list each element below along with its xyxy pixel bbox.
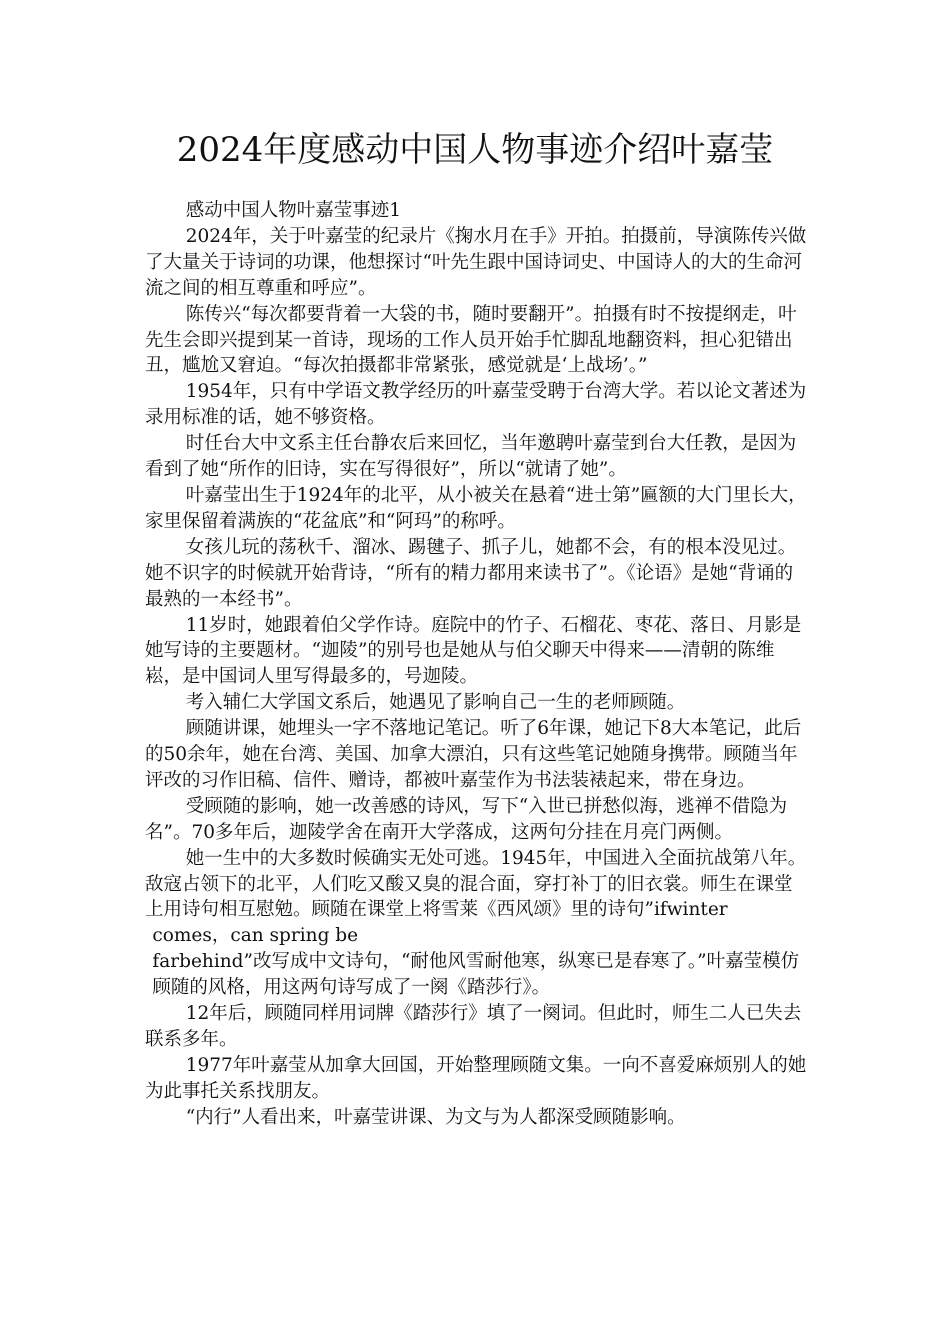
document-body: [145, 198, 810, 1131]
paragraph: “内行”人看出来，叶嘉莹讲课、为文与为人都深受顾随影响。: [185, 1106, 686, 1128]
paragraph-continuation: comes，can spring be: [152, 925, 359, 947]
paragraph: 考入辅仁大学国文系后，她遇见了影响自己一生的老师顾随。: [185, 692, 686, 714]
paragraph: 受顾随的影响，她一改善感的诗风，写下“入世已拼愁似海，逃禅不借隐为名”。70多年后，迦陵学舍在南开大学落成，这两句分挂在月亮门两侧。: [145, 795, 788, 843]
paragraph: 女孩儿玩的荡秋千、溜冰、踢毽子、抓子儿，她都不会，有的根本没见过。她不识字的时候就开始背诗，“所有的精力都用来读书了”。《论语》是她“背诵的最熟的一本经书”。: [145, 536, 797, 610]
paragraph: 她一生中的大多数时候确实无处可逃。1945年，中国进入全面抗战第八年。敌寇占领下的北平，人们吃又酸又臭的混合面，穿打补丁的旧衣裳。师生在课堂上用诗句相互慰勉。顾随在课堂上将雪莱《西风颂》里的诗句”ifwinter: [145, 847, 807, 921]
paragraph: 1977年叶嘉莹从加拿大回国，开始整理顾随文集。一向不喜爱麻烦别人的她为此事托关系找朋友。: [145, 1054, 807, 1102]
paragraph: 1954年，只有中学语文教学经历的叶嘉莹受聘于台湾大学。若以论文著述为录用标准的话，她不够资格。: [145, 381, 807, 429]
paragraph-continuation: farbehind”改写成中文诗句，“耐他风雪耐他寒，纵寒已是春寒了。”叶嘉莹模仿顾随的风格，用这两句诗写成了一阕《踏莎行》。: [152, 951, 800, 999]
paragraph: 顾随讲课，她埋头一字不落地记笔记。听了6年课，她记下8大本笔记，此后的50余年，她在台湾、美国、加拿大漂泊，只有这些笔记她随身携带。顾随当年评改的习作旧稿、信件、赠诗，都被叶嘉莹作为书法装裱起来，带在身边。: [145, 718, 802, 791]
paragraph: 2024年，关于叶嘉莹的纪录片《掬水月在手》开拍。拍摄前，导演陈传兴做了大量关于诗词的功课，他想探讨“叶先生跟中国诗词史、中国诗人的大的生命河流之间的相互尊重和呼应”。: [145, 225, 807, 299]
document-title: 2024年度感动中国人物事迹介绍叶嘉莹: [176, 130, 774, 170]
paragraph: 叶嘉莹出生于1924年的北平，从小被关在悬着“进士第”匾额的大门里长大，家里保留着满族的“花盆底”和“阿玛”的称呼。: [145, 484, 807, 532]
paragraph: 12年后，顾随同样用词牌《踏莎行》填了一阕词。但此时，师生二人已失去联系多年。: [145, 1003, 802, 1050]
paragraph: 时任台大中文系主任台静农后来回忆，当年邀聘叶嘉莹到台大任教，是因为看到了她“所作的旧诗，实在写得很好”，所以“就请了她”。: [145, 433, 797, 481]
section-heading: 感动中国人物叶嘉莹事迹1: [185, 200, 401, 221]
paragraph: 11岁时，她跟着伯父学作诗。庭院中的竹子、石榴花、枣花、落日、月影是她写诗的主要题材。“迦陵”的别号也是她从与伯父聊天中得来——清朝的陈维崧，是中国词人里写得最多的，号迦陵。: [145, 614, 802, 688]
paragraph: 陈传兴“每次都要背着一大袋的书，随时要翻开”。拍摄有时不按提纲走，叶先生会即兴提到某一首诗，现场的工作人员开始手忙脚乱地翻资料，担心犯错出丑，尴尬又窘迫。“每次拍摄都非常紧张，感觉就是‘上战场’。”: [145, 303, 797, 377]
